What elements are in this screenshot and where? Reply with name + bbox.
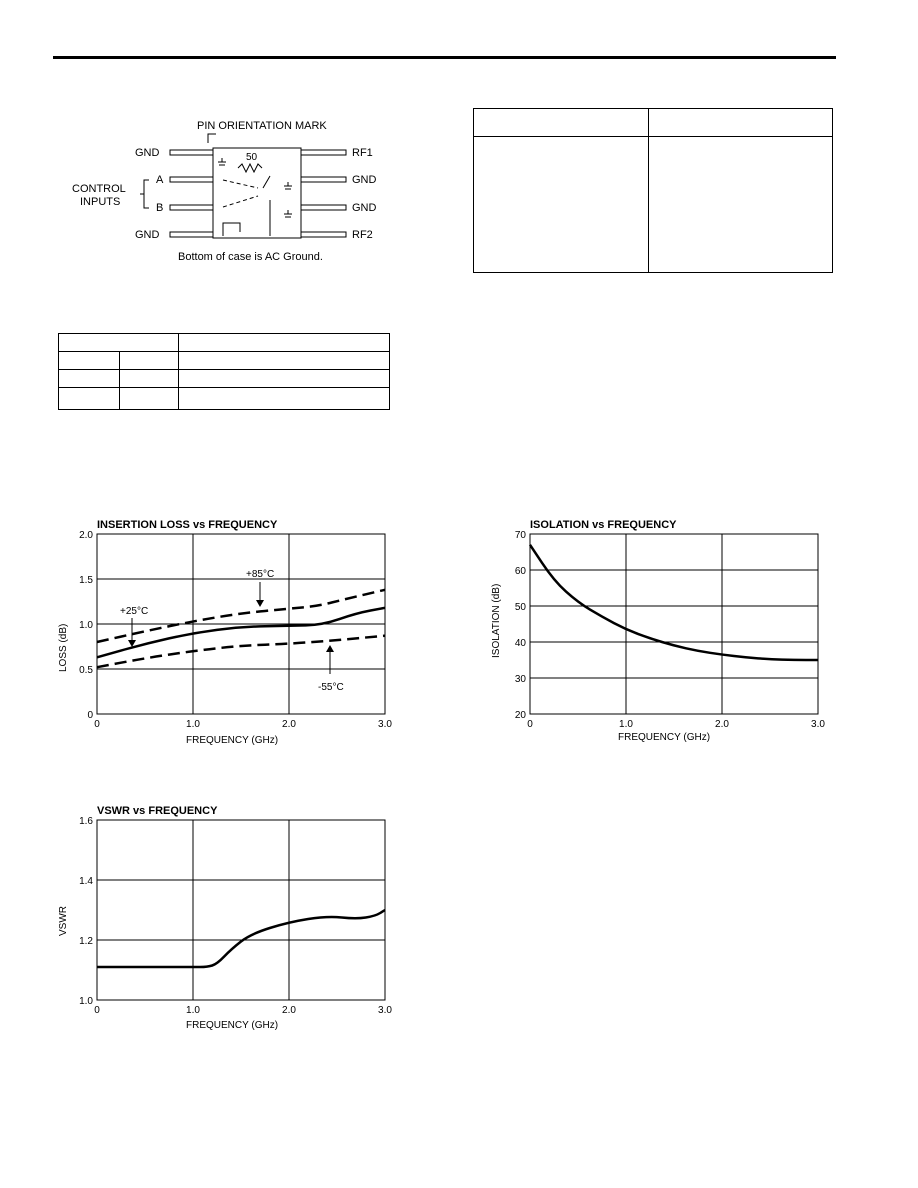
y-axis-label: ISOLATION (dB) [491,583,502,658]
gnd-label-2: GND [135,229,160,241]
pin-rf1 [301,150,346,155]
x-tick-label: 0 [527,719,533,730]
insertion-loss-chart [0,510,460,760]
y-tick-label: 1.4 [79,876,93,887]
annotation-plus85: +85°C [246,569,275,580]
annotation-plus25: +25°C [120,606,149,617]
pin-diagram [60,110,390,270]
y-tick-label: 1.5 [79,575,93,586]
x-tick-label: 3.0 [378,1005,392,1016]
y-tick-label: 50 [514,602,526,613]
x-tick-label: 3.0 [811,719,825,730]
input-a-label: A [156,174,164,186]
gnd-label-4: GND [352,202,377,214]
x-axis-label: FREQUENCY (GHz) [618,732,711,743]
y-tick-label: 20 [514,710,526,721]
x-tick-label: 1.0 [186,1005,200,1016]
x-tick-label: 1.0 [619,719,633,730]
x-axis-label: FREQUENCY (GHz) [186,1020,279,1031]
y-tick-label: 70 [514,530,526,541]
pin-gnd-2 [170,232,213,237]
chart-title: ISOLATION vs FREQUENCY [530,519,677,531]
x-axis-label: FREQUENCY (GHz) [186,735,279,746]
impedance-label: 50 [246,152,258,163]
x-tick-label: 0 [94,719,100,730]
y-tick-label: 0 [87,710,93,721]
y-tick-label: 1.6 [79,816,93,827]
y-tick-label: 60 [514,566,526,577]
isolation-chart [460,510,918,760]
plot-frame [530,534,818,714]
plot-frame [97,820,385,1000]
annotation-minus55: -55°C [318,682,344,693]
x-tick-label: 2.0 [282,719,296,730]
pin-orientation-leader [208,134,216,143]
pin-orientation-label: PIN ORIENTATION MARK [197,120,327,132]
y-tick-label: 1.0 [79,996,93,1007]
vswr-chart [0,796,460,1046]
pin-a [170,177,213,182]
y-tick-label: 1.2 [79,936,93,947]
control-brace [144,180,149,208]
rf2-label: RF2 [352,229,373,241]
x-tick-label: 1.0 [186,719,200,730]
y-tick-label: 2.0 [79,530,93,541]
x-tick-label: 2.0 [282,1005,296,1016]
pin-b [170,205,213,210]
control-label-2: INPUTS [80,196,121,208]
diagram-footer: Bottom of case is AC Ground. [178,251,323,263]
rf1-label: RF1 [352,147,373,159]
y-axis-label: LOSS (dB) [58,623,69,672]
y-tick-label: 0.5 [79,665,93,676]
gnd-label-1: GND [135,147,160,159]
input-b-label: B [156,202,164,214]
top-rule [53,56,836,59]
x-tick-label: 3.0 [378,719,392,730]
pin-gnd-3 [301,177,346,182]
y-tick-label: 30 [514,674,526,685]
pin-gnd-1 [170,150,213,155]
chart-title: INSERTION LOSS vs FREQUENCY [97,519,278,531]
x-tick-label: 2.0 [715,719,729,730]
pin-rf2 [301,232,346,237]
control-label-1: CONTROL [72,183,126,195]
y-tick-label: 1.0 [79,620,93,631]
truth-table [58,333,390,410]
pin-gnd-4 [301,205,346,210]
chart-title: VSWR vs FREQUENCY [97,805,218,817]
gnd-label-3: GND [352,174,377,186]
y-axis-label: VSWR [58,906,69,936]
x-tick-label: 0 [94,1005,100,1016]
y-tick-label: 40 [514,638,526,649]
spec-table [473,108,833,273]
